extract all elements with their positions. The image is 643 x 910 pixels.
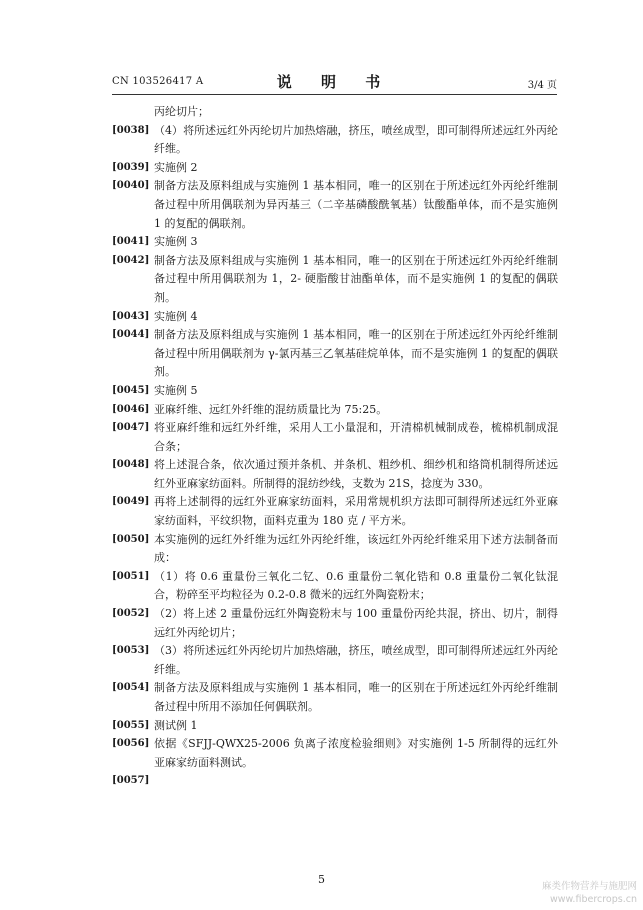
paragraph	[112, 605, 558, 642]
watermark-site-name: 麻类作物营养与施肥网	[541, 881, 637, 892]
paragraph-text: 制备方法及原料组成与实施例 1 基本相同，唯一的区别在于所述远红外丙纶纤维制备过程中所用偶联剂为异丙基三（二辛基磷酸酰氧基）钛酸酯单体，而不是实施例 1 的复配的偶联剂。	[154, 179, 558, 230]
paragraph-text	[154, 772, 558, 791]
paragraph-number: [0051]	[112, 570, 150, 582]
paragraph-number: [0052]	[112, 608, 150, 620]
paragraph-number: [0040]	[112, 180, 150, 192]
paragraph-number: [0047]	[112, 422, 150, 434]
paragraph	[112, 252, 558, 308]
paragraph-number: [0048]	[112, 459, 150, 471]
paragraph-number: [0039]	[112, 161, 150, 173]
paragraph-number: [0042]	[112, 254, 150, 266]
paragraph-text: 本实施例的远红外纤维为远红外丙纶纤维，该远红外丙纶纤维采用下述方法制备而成：	[154, 532, 558, 565]
paragraph-number: [0054]	[112, 682, 150, 694]
paragraph-text: 实施例 3	[154, 235, 198, 249]
paragraph-text: 实施例 4	[154, 309, 198, 323]
document-title: 说 明 书	[276, 73, 393, 91]
watermark-url: www.fibercrops.cn	[550, 894, 637, 905]
paragraph-text: 实施例 5	[154, 383, 198, 397]
paragraph	[112, 122, 558, 159]
paragraph	[112, 735, 558, 772]
paragraph	[112, 493, 558, 530]
paragraph-text: （1）将 0.6 重量份三氧化二钇、0.6 重量份二氧化锆和 0.8 重量份二氧化钛混合，粉碎至平均粒径为 0.2-0.8 微米的远红外陶瓷粉末；	[154, 569, 558, 602]
paragraph-text: 制备方法及原料组成与实施例 1 基本相同，唯一的区别在于所述远红外丙纶纤维制备过程中所用偶联剂为 1，2- 硬脂酸甘油酯单体，而不是实施例 1 的复配的偶联剂。	[154, 253, 558, 304]
paragraph-text: （3）将所述远红外丙纶切片加热熔融，挤压，喷丝成型，即可制得所述远红外丙纶纤维。	[154, 644, 558, 676]
paragraph	[112, 177, 558, 233]
paragraph-number: [0049]	[112, 496, 150, 508]
paragraph	[112, 103, 558, 122]
paragraph	[112, 233, 558, 252]
paragraph	[112, 326, 558, 382]
paragraph	[112, 679, 558, 716]
paragraph-number: [0043]	[112, 310, 150, 322]
paragraph-number: [0055]	[112, 719, 150, 731]
paragraph	[112, 159, 558, 178]
paragraph-text: （4）将所述远红外丙纶切片加热熔融，挤压，喷丝成型，即可制得所述远红外丙纶纤维。	[154, 123, 558, 156]
paragraph-text: 依据《SFJJ-QWX25-2006 负离子浓度检验细则》对实施例 1-5 所制得的远红外亚麻家纺面料测试。	[154, 737, 558, 769]
paragraph	[112, 772, 558, 791]
site-watermark	[542, 880, 637, 906]
paragraph-number: [0057]	[112, 775, 150, 787]
paragraph	[112, 717, 558, 736]
paragraph	[112, 568, 558, 605]
paragraph-text: 将亚麻纤维和远红外纤维，采用人工小量混和，开清棉机械制成卷，梳棉机制成混合条；	[154, 421, 558, 453]
paragraph-text: 再将上述制得的远红外亚麻家纺面料，采用常规机织方法即可制得所述远红外亚麻家纺面料，平纹织物，面料克重为 180 克 / 平方米。	[154, 495, 558, 528]
paragraph-number: [0056]	[112, 738, 150, 750]
paragraph-text: 实施例 2	[154, 160, 198, 174]
publication-number: CN 103526417 A	[112, 76, 204, 87]
document-body	[112, 103, 558, 791]
paragraph-number: [0050]	[112, 533, 150, 545]
paragraph-text: 制备方法及原料组成与实施例 1 基本相同，唯一的区别在于所述远红外丙纶纤维制备过程中所用偶联剂为 γ-氯丙基三乙氧基硅烷单体，而不是实施例 1 的复配的偶联剂。	[154, 328, 558, 379]
paragraph-text: 丙纶切片；	[154, 105, 209, 118]
paragraph	[112, 419, 558, 456]
paragraph	[112, 401, 558, 420]
paragraph	[112, 382, 558, 401]
paragraph	[112, 456, 558, 493]
paragraph-number: [0045]	[112, 384, 150, 396]
paragraph-number: [0038]	[112, 124, 150, 136]
page-header	[112, 72, 557, 95]
paragraph-number: [0041]	[112, 236, 150, 248]
page-indicator: 3/4 页	[527, 80, 557, 91]
paragraph	[112, 642, 558, 679]
paragraph-text: 测试例 1	[154, 718, 198, 732]
paragraph	[112, 308, 558, 327]
paragraph	[112, 531, 558, 568]
paragraph-text: 亚麻纤维、远红外纤维的混纺质量比为 75:25。	[154, 402, 388, 416]
paragraph-number	[112, 103, 154, 122]
paragraph-text: 制备方法及原料组成与实施例 1 基本相同，唯一的区别在于所述远红外丙纶纤维制备过程中所用不添加任何偶联剂。	[154, 681, 558, 713]
paragraph-number: [0044]	[112, 329, 150, 341]
paragraph-text: （2）将上述 2 重量份远红外陶瓷粉末与 100 重量份丙纶共混，挤出、切片，制得远红外丙纶切片；	[154, 607, 558, 639]
page-number: 5	[318, 873, 325, 886]
paragraph-text: 将上述混合条，依次通过预并条机、并条机、粗纱机、细纱机和络筒机制得所述远红外亚麻家纺面料。所制得的混纺纱线，支数为 21S，捻度为 330。	[154, 458, 558, 490]
paragraph-number: [0046]	[112, 403, 150, 415]
paragraph-number: [0053]	[112, 645, 150, 657]
